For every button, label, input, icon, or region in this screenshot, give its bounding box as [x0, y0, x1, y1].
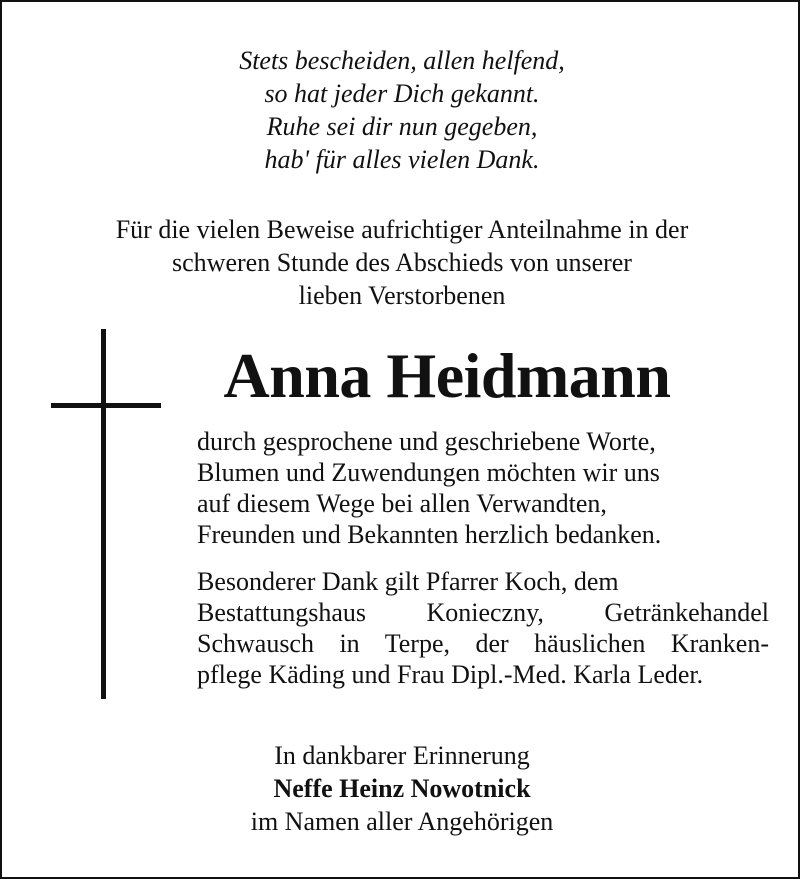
- thanks-paragraph: [197, 426, 769, 550]
- special-thanks-line: Besonderer Dank gilt Pfarrer Koch, dem: [197, 567, 619, 596]
- remembrance-text: In dankbarer Erinnerung: [274, 741, 530, 770]
- deceased-name: Anna Heidmann: [223, 340, 671, 411]
- closing-block: [2, 739, 800, 838]
- special-thanks-paragraph: [197, 566, 769, 690]
- signer-name: Neffe Heinz Nowotnick: [273, 774, 531, 803]
- cross-icon: [101, 329, 106, 699]
- special-thanks-line: Bestattungshaus Konieczny, Getränkehandel: [197, 598, 769, 627]
- intro-line: lieben Verstorbenen: [298, 281, 506, 310]
- intro-text: [2, 213, 800, 312]
- cross-icon-bar: [51, 403, 161, 408]
- thanks-line: auf diesem Wege bei allen Verwandten,: [197, 489, 607, 518]
- thanks-line: durch gesprochene und geschriebene Worte,: [197, 427, 656, 456]
- poem-line: Ruhe sei dir nun gegeben,: [266, 112, 538, 141]
- special-thanks-line: pflege Käding und Frau Dipl.-Med. Karla Leder.: [197, 660, 704, 689]
- thanks-line: Freunden und Bekannten herzlich bedanken.: [197, 520, 662, 549]
- poem-line: so hat jeder Dich gekannt.: [264, 79, 540, 108]
- thanks-line: Blumen und Zuwendungen möchten wir uns: [197, 458, 660, 487]
- on-behalf-text: im Namen aller Angehörigen: [250, 807, 554, 836]
- intro-line: Für die vielen Beweise aufrichtiger Anteilnahme in der: [115, 215, 689, 244]
- poem: [2, 44, 800, 176]
- intro-line: schweren Stunde des Abschieds von unserer: [172, 248, 632, 277]
- poem-line: Stets bescheiden, allen helfend,: [239, 46, 565, 75]
- poem-line: hab' für alles vielen Dank.: [264, 145, 540, 174]
- special-thanks-line: Schwausch in Terpe, der häuslichen Kranken-: [197, 629, 769, 658]
